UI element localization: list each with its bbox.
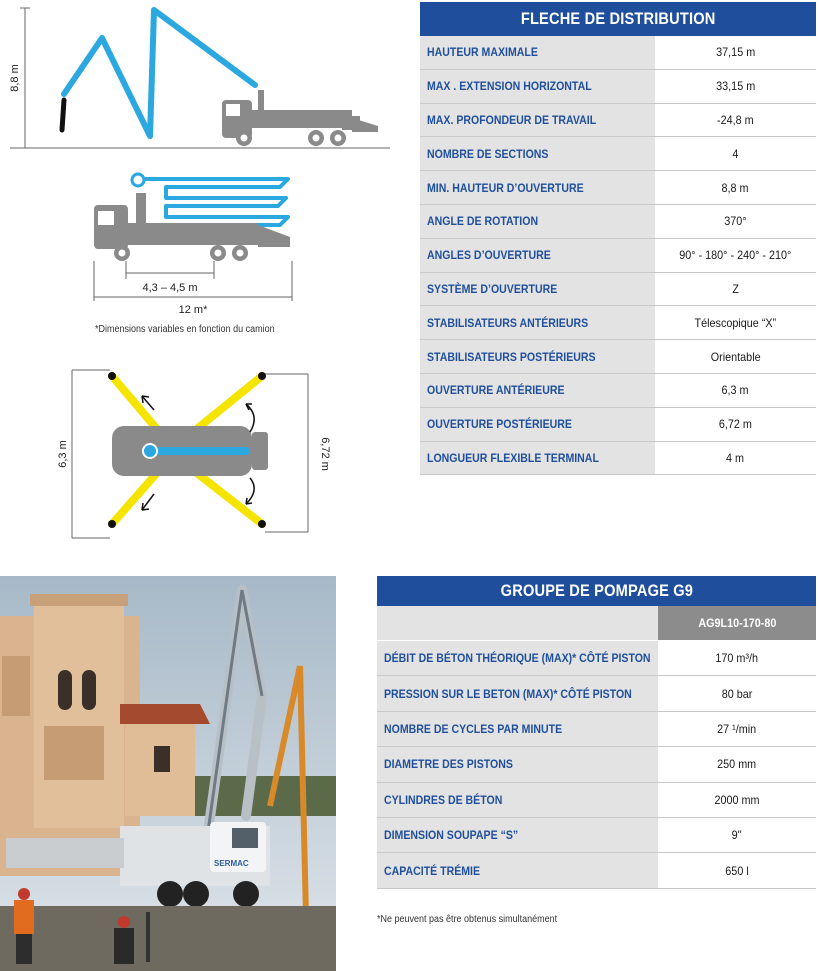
table-row bbox=[420, 306, 816, 340]
row-value: 37,15 m bbox=[655, 36, 816, 69]
row-label: ANGLE DE ROTATION bbox=[420, 205, 655, 238]
dimensions-note: *Dimensions variables en fonction du camion bbox=[95, 324, 275, 335]
rear-outrigger-dimension-label: 6,72 m bbox=[319, 437, 331, 471]
boom-hose-end bbox=[62, 100, 64, 130]
row-value: 170 m³/h bbox=[658, 641, 816, 675]
table-row bbox=[377, 712, 816, 747]
boom-table-title: FLECHE DE DISTRIBUTION bbox=[520, 9, 716, 28]
row-value: Orientable bbox=[655, 340, 816, 373]
wheelbase-dimension-label: 4,3 – 4,5 m bbox=[142, 282, 198, 294]
pump-footnote: *Ne peuvent pas être obtenus simultanément bbox=[377, 914, 558, 925]
row-label: SYSTÈME D’OUVERTURE bbox=[420, 273, 655, 306]
row-label: HAUTEUR MAXIMALE bbox=[420, 36, 655, 69]
row-label: CAPACITÉ TRÉMIE bbox=[377, 853, 658, 887]
table-row bbox=[377, 641, 816, 676]
row-label: DÉBIT DE BÉTON THÉORIQUE (MAX)* CÔTÉ PISTON bbox=[377, 641, 658, 675]
boom-table-header bbox=[420, 2, 816, 36]
row-value: 33,15 m bbox=[655, 70, 816, 103]
row-value: 370° bbox=[655, 205, 816, 238]
table-row bbox=[420, 171, 816, 205]
row-label: OUVERTURE ANTÉRIEURE bbox=[420, 374, 655, 407]
truck-folded-icon bbox=[94, 193, 290, 261]
table-row bbox=[420, 408, 816, 442]
site-photo bbox=[0, 576, 336, 971]
row-label: NOMBRE DE SECTIONS bbox=[420, 137, 655, 170]
row-label: ANGLES D’OUVERTURE bbox=[420, 239, 655, 272]
row-label: STABILISATEURS ANTÉRIEURS bbox=[420, 306, 655, 339]
truck-side-icon bbox=[222, 90, 378, 146]
row-label: MAX. PROFONDEUR DE TRAVAIL bbox=[420, 104, 655, 137]
row-value: 90° - 180° - 240° - 210° bbox=[655, 239, 816, 272]
table-row bbox=[420, 36, 816, 70]
row-label: STABILISATEURS POSTÉRIEURS bbox=[420, 340, 655, 373]
row-label: MIN. HAUTEUR D’OUVERTURE bbox=[420, 171, 655, 204]
table-row bbox=[377, 853, 816, 888]
table-row bbox=[377, 747, 816, 782]
table-row bbox=[420, 273, 816, 307]
row-value: 6,72 m bbox=[655, 408, 816, 441]
row-label: CYLINDRES DE BÉTON bbox=[377, 783, 658, 817]
table-row bbox=[377, 818, 816, 853]
table-row bbox=[420, 374, 816, 408]
table-row bbox=[420, 239, 816, 273]
row-value: Z bbox=[655, 273, 816, 306]
pump-model-blank-cell bbox=[377, 606, 658, 640]
row-value: 80 bar bbox=[658, 676, 816, 710]
row-label: MAX . EXTENSION HORIZONTAL bbox=[420, 70, 655, 103]
table-row bbox=[420, 104, 816, 138]
height-dimension-label: 8,8 m bbox=[9, 64, 21, 92]
table-row bbox=[420, 205, 816, 239]
front-outrigger-dimension-label: 6,3 m bbox=[57, 440, 69, 468]
row-label: LONGUEUR FLEXIBLE TERMINAL bbox=[420, 442, 655, 475]
pump-table-header bbox=[377, 576, 816, 606]
row-value: Télescopique “X” bbox=[655, 306, 816, 339]
row-label: DIAMETRE DES PISTONS bbox=[377, 747, 658, 781]
row-value: 9'' bbox=[658, 818, 816, 852]
truck-brand-label: SERMAC bbox=[214, 859, 249, 868]
table-row bbox=[377, 676, 816, 711]
table-row bbox=[377, 783, 816, 818]
row-value: 6,3 m bbox=[655, 374, 816, 407]
total-length-dimension-label: 12 m* bbox=[178, 304, 208, 316]
row-value: 4 m bbox=[655, 442, 816, 475]
pump-model-cell: AG9L10-170-80 bbox=[658, 606, 816, 640]
boom-side-view-diagram bbox=[0, 0, 400, 160]
folded-boom bbox=[140, 179, 288, 225]
row-value: 250 mm bbox=[658, 747, 816, 781]
row-value: 4 bbox=[655, 137, 816, 170]
table-row bbox=[420, 442, 816, 476]
row-value: 8,8 m bbox=[655, 171, 816, 204]
row-value: 650 l bbox=[658, 853, 816, 887]
row-label: OUVERTURE POSTÉRIEURE bbox=[420, 408, 655, 441]
table-row bbox=[420, 70, 816, 104]
stabilizers-top-view-diagram bbox=[50, 362, 350, 547]
table-row bbox=[420, 137, 816, 171]
row-value: 27 ¹/min bbox=[658, 712, 816, 746]
row-label: PRESSION SUR LE BETON (MAX)* CÔTÉ PISTON bbox=[377, 676, 658, 710]
row-value: -24,8 m bbox=[655, 104, 816, 137]
table-row bbox=[420, 340, 816, 374]
boom-folded-diagram bbox=[80, 165, 310, 325]
pump-table-title: GROUPE DE POMPAGE G9 bbox=[500, 581, 693, 600]
row-value: 2000 mm bbox=[658, 783, 816, 817]
row-label: NOMBRE DE CYCLES PAR MINUTE bbox=[377, 712, 658, 746]
row-label: DIMENSION SOUPAPE “S” bbox=[377, 818, 658, 852]
boom-tip-icon bbox=[132, 174, 144, 186]
